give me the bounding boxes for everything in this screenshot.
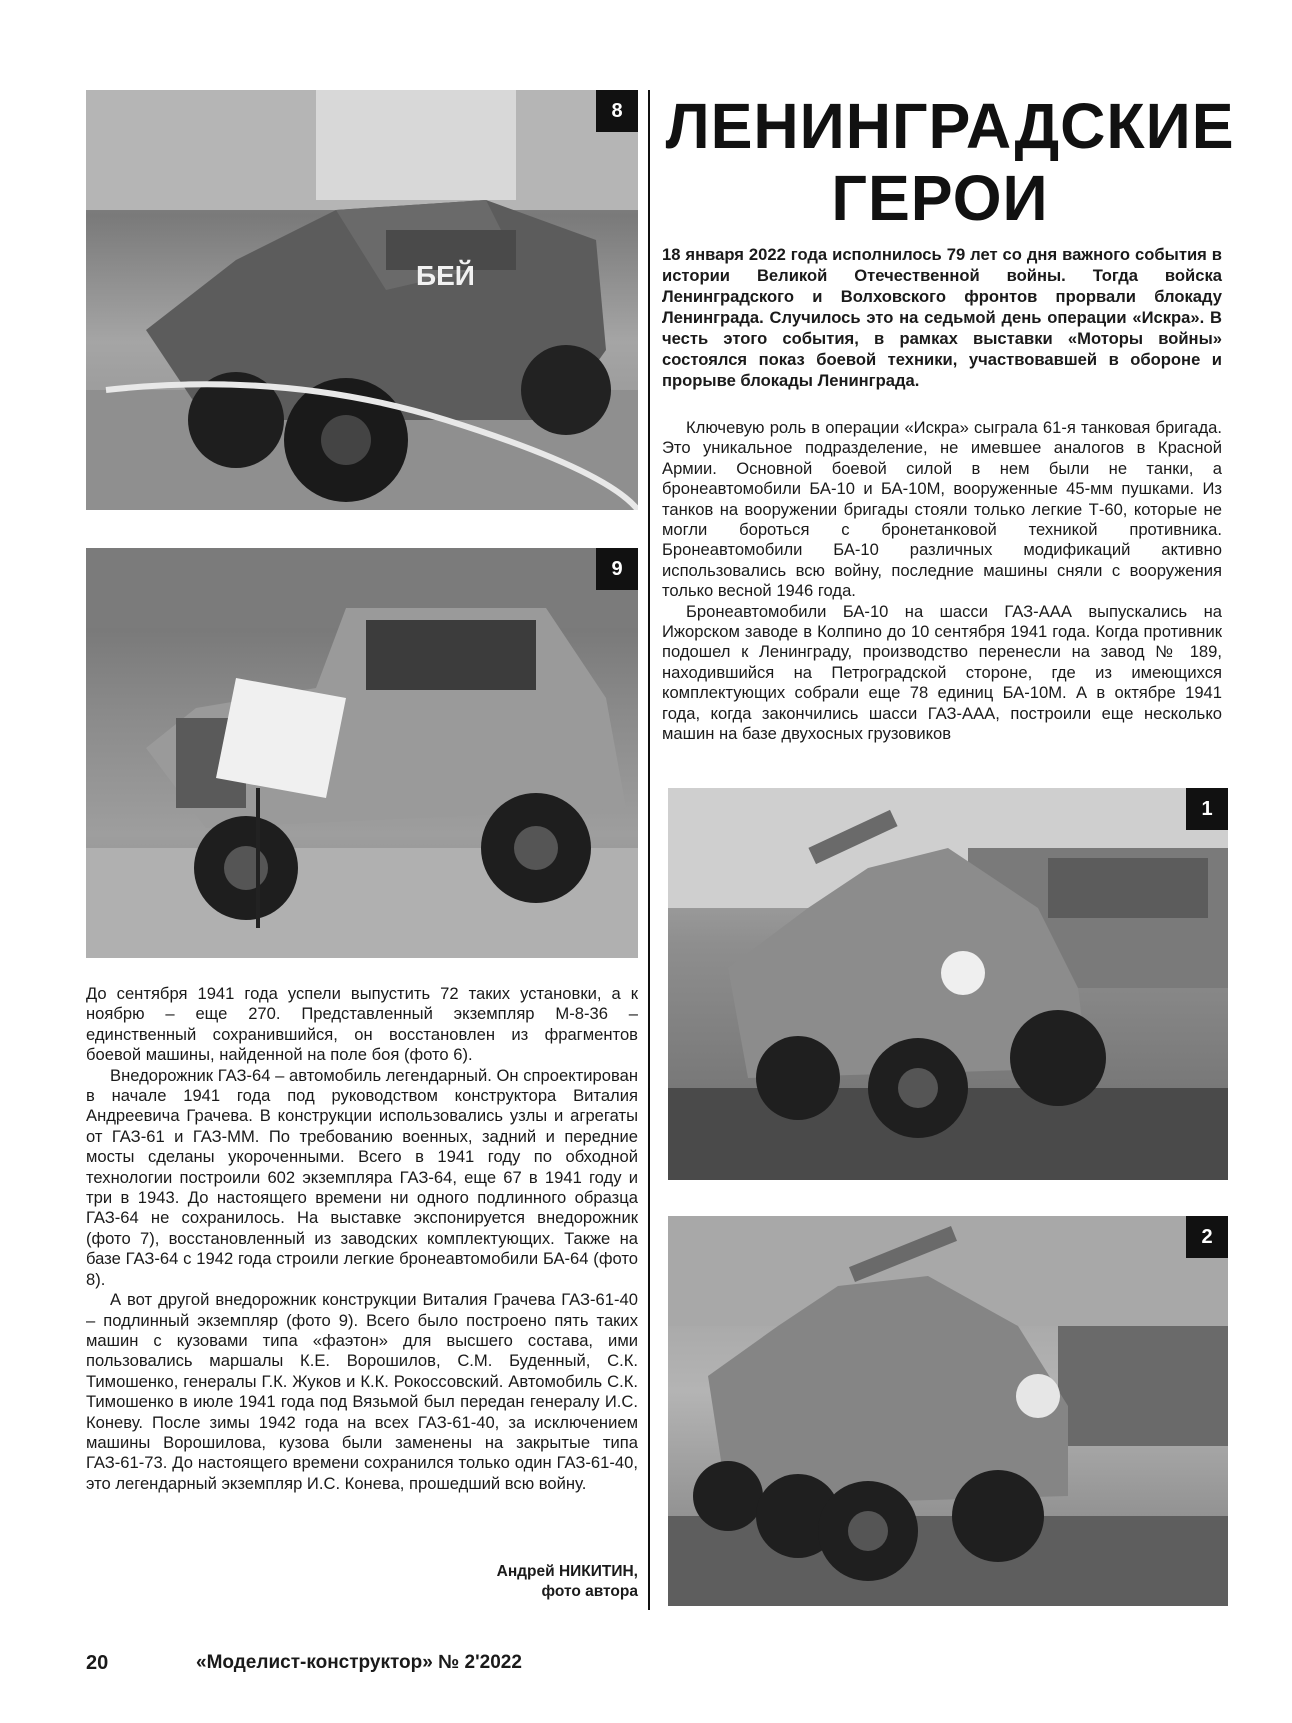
author-name: Андрей НИКИТИН, bbox=[496, 1563, 638, 1580]
title-line-2: ГЕРОИ bbox=[831, 162, 1049, 234]
photo-8-number-badge: 8 bbox=[596, 90, 638, 132]
photo-1-ba10-armored-car bbox=[668, 788, 1228, 1180]
column-divider bbox=[648, 90, 650, 1610]
author-signature bbox=[370, 1562, 638, 1602]
photo-8-slogan: БЕЙ bbox=[416, 260, 475, 291]
photo-8-armored-car bbox=[86, 90, 638, 510]
right-column-text bbox=[662, 418, 1222, 745]
photo-2-ba10-armored-car bbox=[668, 1216, 1228, 1606]
photo-1-number-badge: 1 bbox=[1186, 788, 1228, 830]
photo-9-gaz-61-40 bbox=[86, 548, 638, 958]
right-paragraph-2: Бронеавтомобили БА-10 на шасси ГАЗ-ААА выпускались на Ижорском заводе в Колпино до 10 сентября 1941 года. Когда противник подошел к Ленинграду, производство перенесли на завод № 189, находившийся на Петроградской стороне, где из имеющихся комплектующих собрали еще 78 единиц БА-10М. А в октябре 1941 года, когда закончились шасси ГАЗ-ААА, построили еще несколько машин на базе двухосных грузовиков bbox=[662, 601, 1222, 744]
page-number: 20 bbox=[86, 1652, 109, 1674]
title-line-1: ЛЕНИНГРАДСКИЕ bbox=[665, 90, 1235, 162]
left-paragraph-3: А вот другой внедорожник конструкции Виталия Грачева ГАЗ-61-40 – подлинный экземпляр (фото 9). Всего было построено пять таких машин с кузовами типа «фаэтон» для высшего состава, ими пользовались маршалы К.Е. Ворошилов, С.М. Буденный, С.К. Тимошенко, генералы Г.К. Жуков и К.К. Рокоссовский. Автомобиль С.К. Тимошенко в июле 1941 года под Вязьмой был передан генералу И.С. Коневу. После зимы 1942 года на всех ГАЗ-61-40, за исключением машины Ворошилова, кузова были заменены на закрытые типа ГАЗ-61-73. До настоящего времени сохранился только один ГАЗ-61-40, это легендарный экземпляр И.С. Конева, прошедший всю войну. bbox=[86, 1290, 638, 1493]
journal-name: «Моделист-конструктор» № 2'2022 bbox=[196, 1652, 522, 1673]
left-column-text bbox=[86, 984, 638, 1494]
lead-paragraph: 18 января 2022 года исполнилось 79 лет со дня важного события в истории Великой Отечественной войны. Тогда войска Ленинградского и Волховского фронтов прорвали блокаду Ленинграда. Случилось это на седьмой день операции «Искра». В честь этого события, в рамках выставки «Моторы войны» состоялся показ боевой техники, участвовавшей в обороне и прорыве блокады Ленинграда. bbox=[662, 245, 1222, 390]
photo-2-number-badge: 2 bbox=[1186, 1216, 1228, 1258]
photo-9-number-badge: 9 bbox=[596, 548, 638, 590]
right-paragraph-1: Ключевую роль в операции «Искра» сыграла 61-я танковая бригада. Это уникальное подразделение, не имевшее аналогов в Красной Армии. Основной боевой силой в нем были не танки, а бронеавтомобили БА-10 и БА-10М, вооруженные 45-мм пушками. Из танков на вооружении бригады стояли только легкие Т-60, которые не могли бороться с бронетанковой техникой противника. Бронеавтомобили БА-10 различных модификаций активно использовались всю войну, последние машины сняли с вооружения только весной 1946 года. bbox=[662, 418, 1222, 601]
left-paragraph-2: Внедорожник ГАЗ-64 – автомобиль легендарный. Он спроектирован в начале 1941 года под руководством конструктора Виталия Андреевича Грачева. В конструкции использовались узлы и агрегаты от ГАЗ-61 и ГАЗ-ММ. По требованию военных, задний и передние мосты сделаны укороченными. Всего в 1941 году по обходной технологии построили 602 экземпляра ГАЗ-64, еще 67 в 1941 году и три в 1943. До настоящего времени ни одного подлинного образца ГАЗ-64 не сохранилось. На выставке экспонируется внедорожник (фото 7), восстановленный из заводских комплектующих. Также на базе ГАЗ-64 с 1942 года строили легкие бронеавтомобили БА-64 (фото 8). bbox=[86, 1065, 638, 1289]
left-paragraph-1: До сентября 1941 года успели выпустить 72 таких установки, а к ноябрю – еще 270. Представленный экземпляр М-8-36 – единственный сохранившийся, он восстановлен из фрагментов боевой машины, найденной на поле боя (фото 6). bbox=[86, 984, 638, 1065]
photo-credit: фото автора bbox=[541, 1583, 638, 1600]
article-title bbox=[660, 90, 1235, 234]
